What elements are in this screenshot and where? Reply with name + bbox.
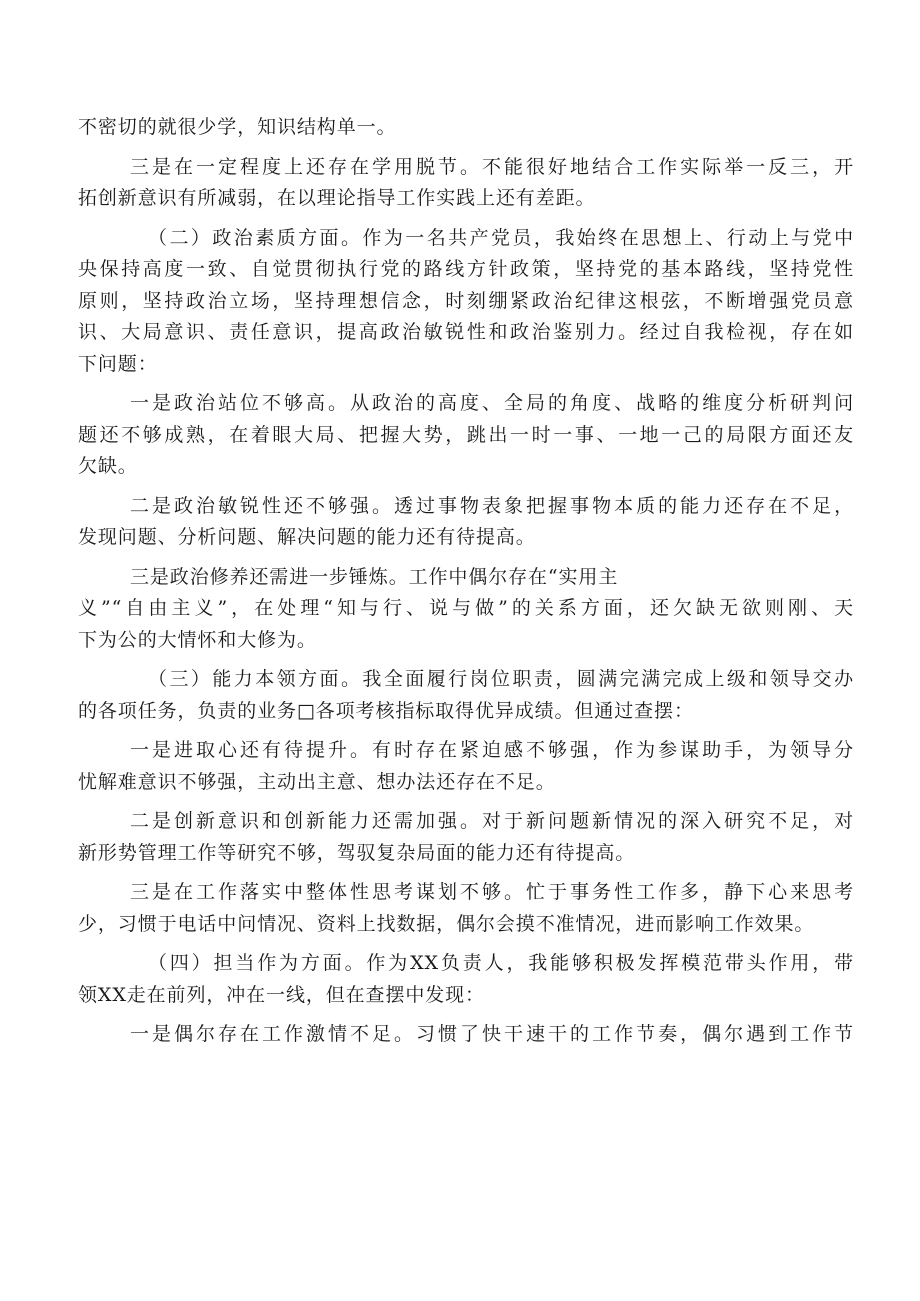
- text-line: 义”“自由主义”，在处理“知与行、说与做”的关系方面，还欠缺无欲则刚、天: [78, 597, 854, 619]
- text-line: 的各项任务，负责的业务□各项考核指标取得优异成绩。但通过查摆：: [78, 699, 694, 722]
- section-heading-line: （二）政治素质方面。作为一名共产党员，我始终在思想上、行动上与党中: [148, 226, 854, 249]
- paragraph-enterprising-spirit: [78, 735, 854, 798]
- text-line: 央保持高度一致、自觉贯彻执行党的路线方针政策，坚持党的基本路线，坚持党性: [78, 258, 854, 280]
- section-heading-line: （四）担当作为方面。作为XX负责人，我能够积极发挥模范带头作用，带: [148, 952, 854, 974]
- section-responsibility: [78, 948, 854, 1011]
- paragraph-continuation: [78, 112, 854, 144]
- section-political-quality: [78, 223, 854, 381]
- text-line: 原则，坚持政治立场，坚持理想信念，时刻绷紧政治纪律这根弦，不断增强党员意: [78, 289, 854, 312]
- paragraph-political-sensitivity: [78, 491, 854, 554]
- text-line: 题还不够成熟，在着眼大局、把握大势，跳出一时一事、一地一己的局限方面还友: [78, 423, 854, 446]
- text-line: 新形势管理工作等研究不够，驾驭复杂局面的能力还有待提高。: [78, 841, 636, 864]
- paragraph-work-passion: [78, 1019, 854, 1051]
- paragraph-political-cultivation: [78, 562, 854, 657]
- text-line: 二是政治敏锐性还不够强。透过事物表象把握事物本质的能力还存在不足，: [130, 494, 854, 517]
- text-line: 不密切的就很少学，知识结构单一。: [78, 116, 397, 138]
- section-heading-line: （三）能力本领方面。我全面履行岗位职责，圆满完满完成上级和领导交办: [148, 668, 854, 690]
- text-line: 欠缺。: [78, 455, 138, 477]
- text-line: 识、大局意识、责任意识，提高政治敏锐性和政治鉴别力。经过自我检视，存在如: [78, 321, 854, 343]
- paragraph-study-application-gap: [78, 152, 854, 215]
- document-page: [78, 112, 854, 1051]
- paragraph-political-standing: [78, 388, 854, 483]
- paragraph-innovation: [78, 806, 854, 869]
- text-line: 少，习惯于电话中问情况、资料上找数据，偶尔会摸不准情况，进而影响工作效果。: [78, 912, 815, 935]
- text-line: 领XX走在前列，冲在一线，但在查摆中发现：: [78, 983, 485, 1006]
- text-line: 一是政治站位不够高。从政治的高度、全局的角度、战略的维度分析研判问: [130, 392, 854, 414]
- paragraph-holistic-planning: [78, 877, 854, 940]
- text-line: 一是偶尔存在工作激情不足。习惯了快干速干的工作节奏，偶尔遇到工作节: [130, 1023, 854, 1045]
- text-line: 忧解难意识不够强，主动出主意、想办法还存在不足。: [78, 770, 556, 793]
- text-line: 拓创新意识有所减弱，在以理论指导工作实践上还有差距。: [78, 187, 596, 209]
- text-line: 一是进取心还有待提升。有时存在紧迫感不够强，作为参谋助手，为领导分: [130, 739, 854, 761]
- text-line: 下问题：: [78, 352, 158, 375]
- text-line: 三是在工作落实中整体性思考谋划不够。忙于事务性工作多，静下心来思考: [130, 881, 854, 903]
- text-line: 三是政治修养还需进一步锤炼。工作中偶尔存在“实用主: [130, 565, 619, 588]
- text-line: 三是在一定程度上还存在学用脱节。不能很好地结合工作实际举一反三，开: [130, 155, 854, 178]
- text-line: 下为公的大情怀和大修为。: [78, 628, 317, 651]
- text-line: 二是创新意识和创新能力还需加强。对于新问题新情况的深入研究不足，对: [130, 810, 854, 832]
- section-ability: [78, 664, 854, 727]
- text-line: 发现问题、分析问题、解决问题的能力还有待提高。: [78, 526, 536, 548]
